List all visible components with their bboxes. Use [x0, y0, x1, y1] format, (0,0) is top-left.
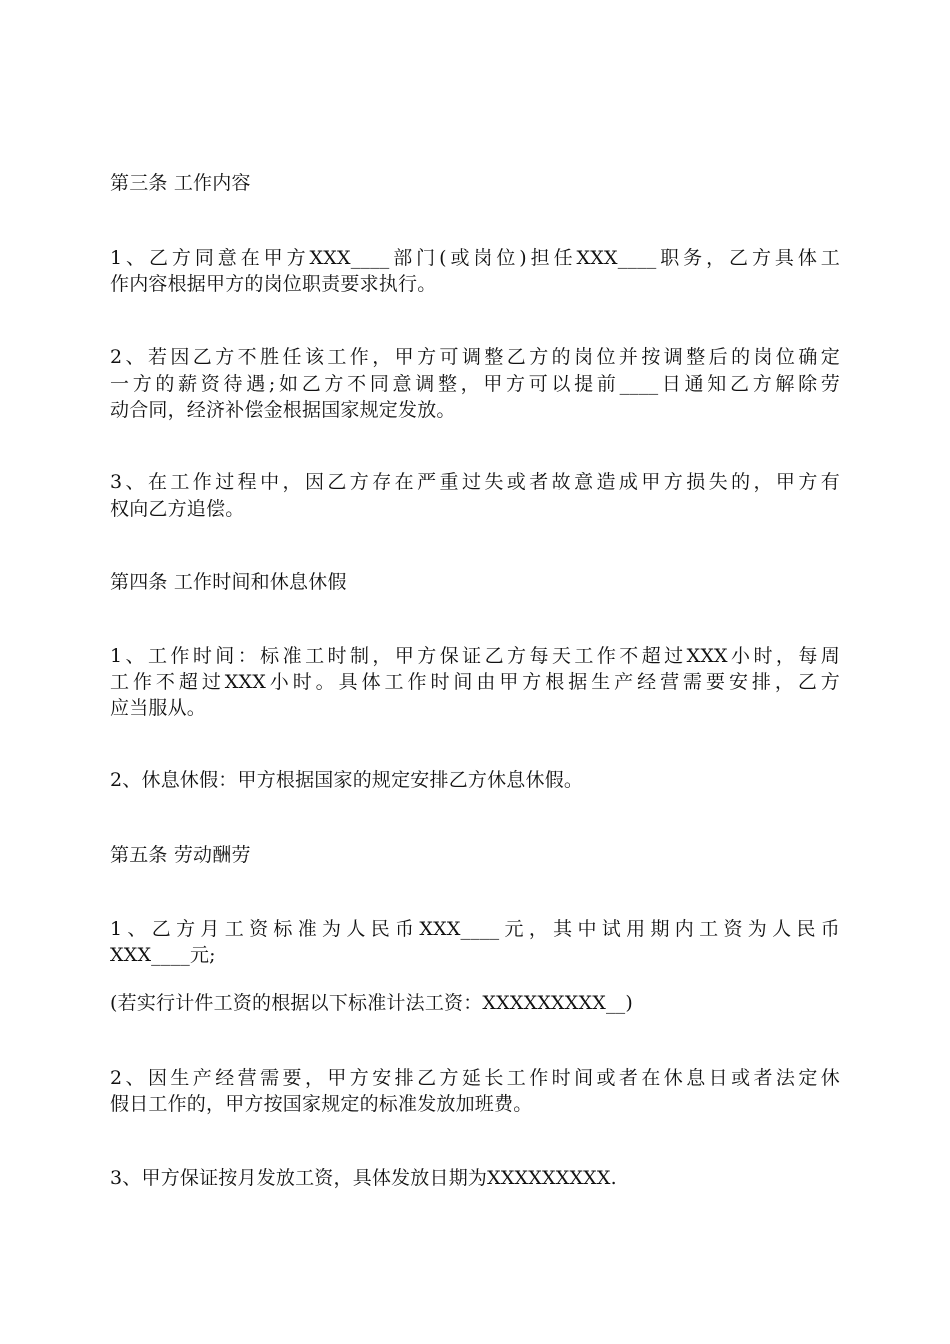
- paragraph-line: 动合同，经济补偿金根据国家规定发放。: [110, 399, 456, 421]
- paragraph-line: 一方的薪资待遇;如乙方不同意调整，甲方可以提前____日通知乙方解除劳: [110, 373, 840, 395]
- paragraph-line: 3、甲方保证按月发放工资，具体发放日期为XXXXXXXXX.: [110, 1167, 617, 1189]
- paragraph-line: 工作不超过XXX小时。具体工作时间由甲方根据生产经营需要安排，乙方: [110, 671, 840, 693]
- paragraph-line: 2、若因乙方不胜任该工作，甲方可调整乙方的岗位并按调整后的岗位确定: [110, 346, 840, 368]
- paragraph-line: 1、工作时间：标准工时制，甲方保证乙方每天工作不超过XXX小时，每周: [110, 645, 840, 667]
- paragraph-line: 3、在工作过程中，因乙方存在严重过失或者故意造成甲方损失的，甲方有: [110, 471, 840, 493]
- paragraph-line: 作内容根据甲方的岗位职责要求执行。: [110, 273, 437, 295]
- paragraph-line: 假日工作的，甲方按国家规定的标准发放加班费。: [110, 1093, 533, 1115]
- paragraph-line: 1、乙方同意在甲方XXX____部门(或岗位)担任XXX____职务，乙方具体工: [110, 247, 840, 269]
- section-heading: 第四条 工作时间和休息休假: [110, 571, 347, 593]
- paragraph-line: (若实行计件工资的根据以下标准计法工资：XXXXXXXXX__): [110, 992, 633, 1014]
- paragraph-line: 2、休息休假：甲方根据国家的规定安排乙方休息休假。: [110, 769, 584, 791]
- paragraph-line: XXX____元;: [110, 944, 216, 966]
- paragraph-line: 应当服从。: [110, 697, 207, 719]
- paragraph-line: 1、乙方月工资标准为人民币XXX____元，其中试用期内工资为人民币: [110, 918, 840, 940]
- section-heading: 第三条 工作内容: [110, 172, 251, 194]
- paragraph-line: 2、因生产经营需要，甲方安排乙方延长工作时间或者在休息日或者法定休: [110, 1067, 840, 1089]
- section-heading: 第五条 劳动酬劳: [110, 844, 251, 866]
- paragraph-line: 权向乙方追偿。: [110, 498, 245, 520]
